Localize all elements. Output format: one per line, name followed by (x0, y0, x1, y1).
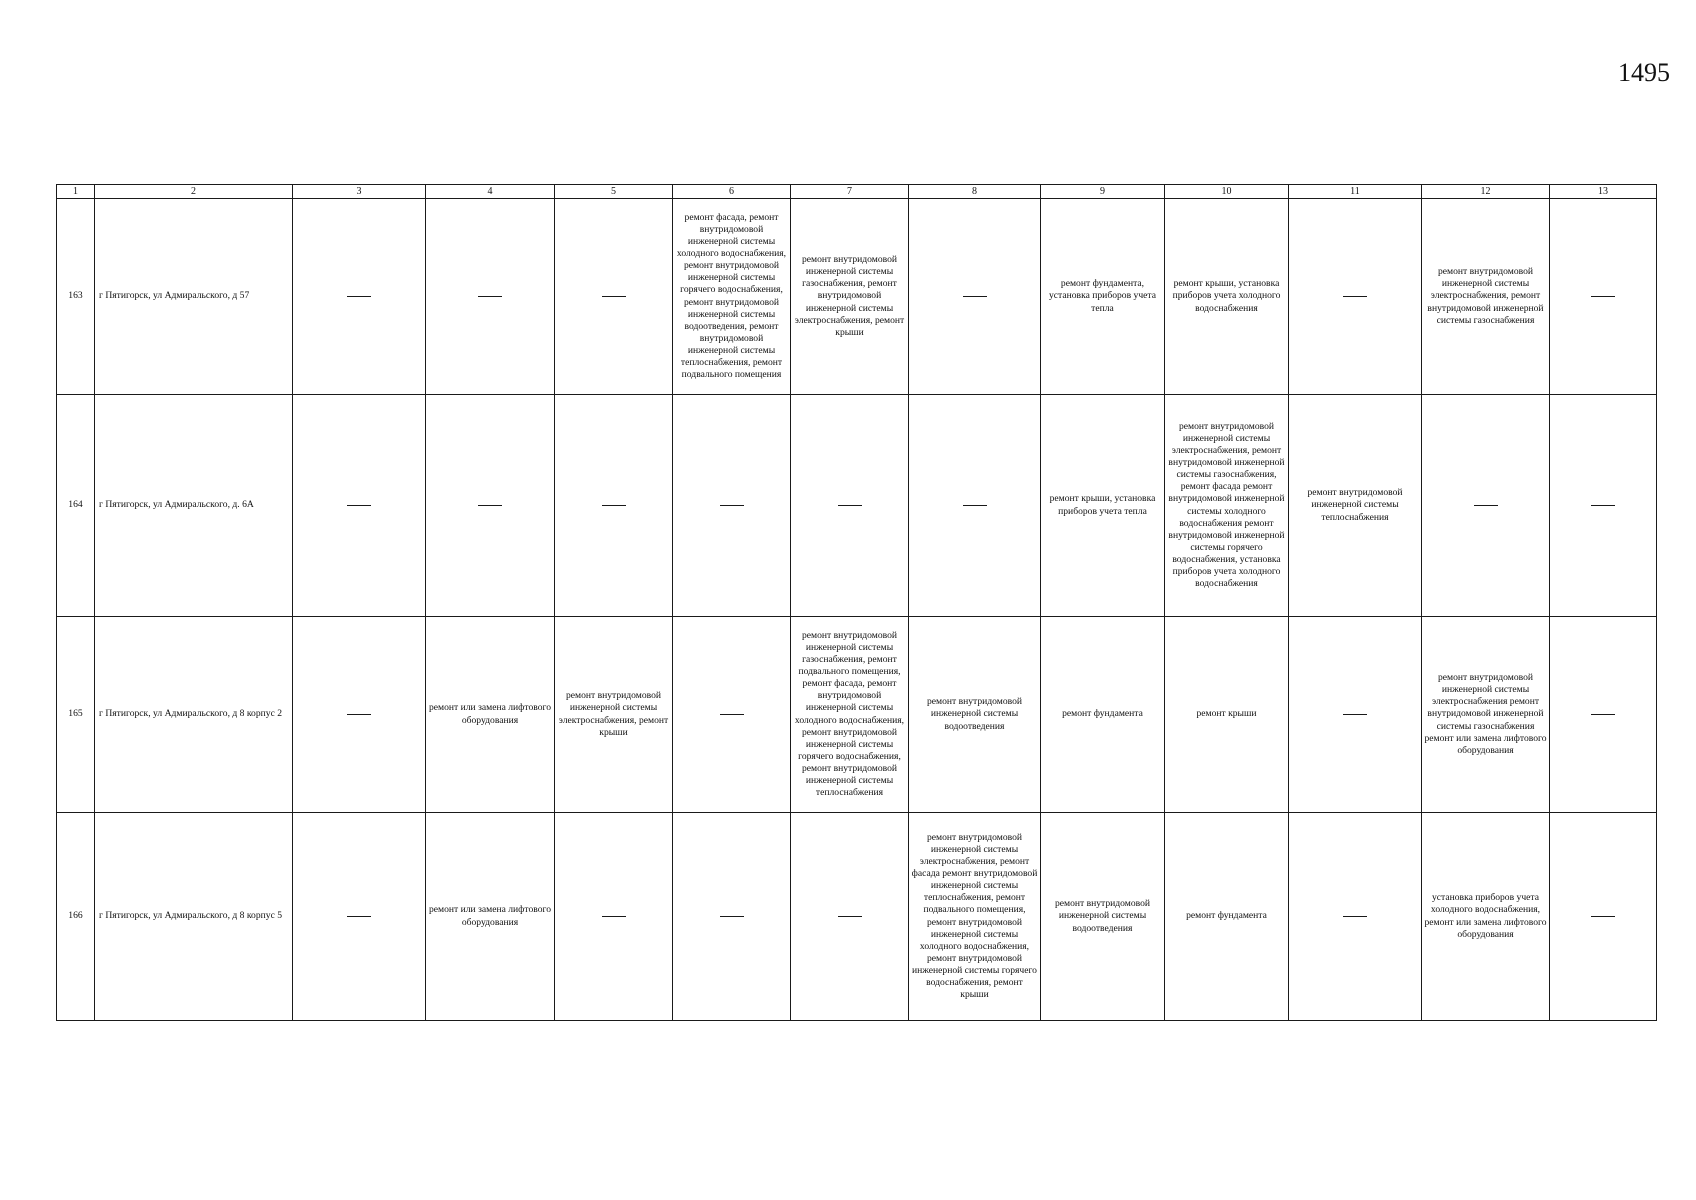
dash-mark (478, 505, 502, 506)
empty-cell (909, 199, 1041, 395)
dash-mark (602, 296, 626, 297)
empty-cell (293, 199, 426, 395)
column-number: 2 (95, 185, 293, 199)
address-cell: г Пятигорск, ул Адмиральского, д. 6А (95, 395, 293, 617)
works-cell: ремонт внутридомовой инженерной системы водоотведения (909, 617, 1041, 813)
column-number: 9 (1041, 185, 1165, 199)
empty-cell (1289, 813, 1422, 1021)
dash-mark (602, 505, 626, 506)
works-cell: ремонт или замена лифтового оборудования (426, 617, 555, 813)
empty-cell (1422, 395, 1550, 617)
dash-mark (1591, 505, 1615, 506)
dash-mark (347, 714, 371, 715)
empty-cell (673, 395, 791, 617)
empty-cell (555, 199, 673, 395)
empty-cell (293, 813, 426, 1021)
table-row (57, 199, 1657, 395)
dash-mark (1591, 296, 1615, 297)
empty-cell (791, 395, 909, 617)
table-row (57, 617, 1657, 813)
dash-mark (602, 916, 626, 917)
address-cell: г Пятигорск, ул Адмиральского, д 8 корпус 5 (95, 813, 293, 1021)
dash-mark (347, 505, 371, 506)
column-number: 4 (426, 185, 555, 199)
empty-cell (1550, 813, 1657, 1021)
works-cell: ремонт внутридомовой инженерной системы электроснабжения ремонт внутридомовой инженерной системы газоснабжения ремонт или замена лифтового оборудования (1422, 617, 1550, 813)
dash-mark (347, 296, 371, 297)
works-cell: ремонт внутридомовой инженерной системы электроснабжения, ремонт внутридомовой инженерной системы газоснабжения (1422, 199, 1550, 395)
empty-cell (555, 395, 673, 617)
works-cell: ремонт внутридомовой инженерной системы электроснабжения, ремонт фасада ремонт внутридомовой инженерной системы теплоснабжения, ремонт подвального помещения, ремонт внутридомовой инженерной системы холодного водоснабжения, ремонт внутридомовой инженерной системы горячего водоснабжения, ремонт крыши (909, 813, 1041, 1021)
empty-cell (1550, 617, 1657, 813)
works-cell: ремонт внутридомовой инженерной системы газоснабжения, ремонт подвального помещения, ремонт фасада, ремонт внутридомовой инженерной системы холодного водоснабжения, ремонт внутридомовой инженерной системы горячего водоснабжения, ремонт внутридомовой инженерной системы теплоснабжения (791, 617, 909, 813)
address-cell: г Пятигорск, ул Адмиральского, д 8 корпус 2 (95, 617, 293, 813)
column-number: 10 (1165, 185, 1289, 199)
dash-mark (838, 505, 862, 506)
dash-mark (720, 916, 744, 917)
dash-mark (1474, 505, 1498, 506)
page-number: 1495 (1618, 58, 1670, 87)
column-number: 6 (673, 185, 791, 199)
dash-mark (720, 505, 744, 506)
works-cell: ремонт фундамента (1165, 813, 1289, 1021)
works-cell: ремонт внутридомовой инженерной системы электроснабжения, ремонт крыши (555, 617, 673, 813)
dash-mark (838, 916, 862, 917)
dash-mark (1343, 714, 1367, 715)
dash-mark (478, 296, 502, 297)
dash-mark (347, 916, 371, 917)
works-cell: ремонт или замена лифтового оборудования (426, 813, 555, 1021)
column-number: 5 (555, 185, 673, 199)
empty-cell (673, 813, 791, 1021)
dash-mark (720, 714, 744, 715)
empty-cell (1550, 395, 1657, 617)
empty-cell (673, 617, 791, 813)
works-cell: ремонт фасада, ремонт внутридомовой инженерной системы холодного водоснабжения, ремонт внутридомовой инженерной системы горячего водоснабжения, ремонт внутридомовой инженерной системы водоотведения, ремонт внутридомовой инженерной системы теплоснабжения, ремонт подвального помещения (673, 199, 791, 395)
repair-schedule-table (56, 184, 1657, 1021)
column-number: 8 (909, 185, 1041, 199)
address-cell: г Пятигорск, ул Адмиральского, д 57 (95, 199, 293, 395)
empty-cell (293, 395, 426, 617)
empty-cell (555, 813, 673, 1021)
empty-cell (1289, 199, 1422, 395)
table-row (57, 813, 1657, 1021)
works-cell: ремонт внутридомовой инженерной системы газоснабжения, ремонт внутридомовой инженерной системы электроснабжения, ремонт крыши (791, 199, 909, 395)
empty-cell (1289, 617, 1422, 813)
empty-cell (426, 199, 555, 395)
dash-mark (963, 296, 987, 297)
column-number: 12 (1422, 185, 1550, 199)
column-number-row (57, 185, 1657, 199)
works-cell: ремонт внутридомовой инженерной системы электроснабжения, ремонт внутридомовой инженерной системы газоснабжения, ремонт фасада ремонт внутридомовой инженерной системы холодного водоснабжения ремонт внутридомовой инженерной системы горячего водоснабжения, установка приборов учета холодного водоснабжения (1165, 395, 1289, 617)
column-number: 1 (57, 185, 95, 199)
empty-cell (426, 395, 555, 617)
dash-mark (1343, 916, 1367, 917)
column-number: 7 (791, 185, 909, 199)
column-number: 13 (1550, 185, 1657, 199)
works-cell: ремонт крыши, установка приборов учета тепла (1041, 395, 1165, 617)
empty-cell (293, 617, 426, 813)
dash-mark (963, 505, 987, 506)
empty-cell (909, 395, 1041, 617)
works-cell: ремонт внутридомовой инженерной системы водоотведения (1041, 813, 1165, 1021)
works-cell: ремонт крыши (1165, 617, 1289, 813)
table-row (57, 395, 1657, 617)
row-number: 165 (57, 617, 95, 813)
row-number: 163 (57, 199, 95, 395)
works-cell: ремонт фундамента, установка приборов учета тепла (1041, 199, 1165, 395)
row-number: 164 (57, 395, 95, 617)
works-cell: ремонт крыши, установка приборов учета холодного водоснабжения (1165, 199, 1289, 395)
row-number: 166 (57, 813, 95, 1021)
empty-cell (1550, 199, 1657, 395)
column-number: 11 (1289, 185, 1422, 199)
works-cell: ремонт внутридомовой инженерной системы теплоснабжения (1289, 395, 1422, 617)
works-cell: установка приборов учета холодного водоснабжения, ремонт или замена лифтового оборудования (1422, 813, 1550, 1021)
works-cell: ремонт фундамента (1041, 617, 1165, 813)
dash-mark (1591, 714, 1615, 715)
empty-cell (791, 813, 909, 1021)
dash-mark (1343, 296, 1367, 297)
column-number: 3 (293, 185, 426, 199)
dash-mark (1591, 916, 1615, 917)
